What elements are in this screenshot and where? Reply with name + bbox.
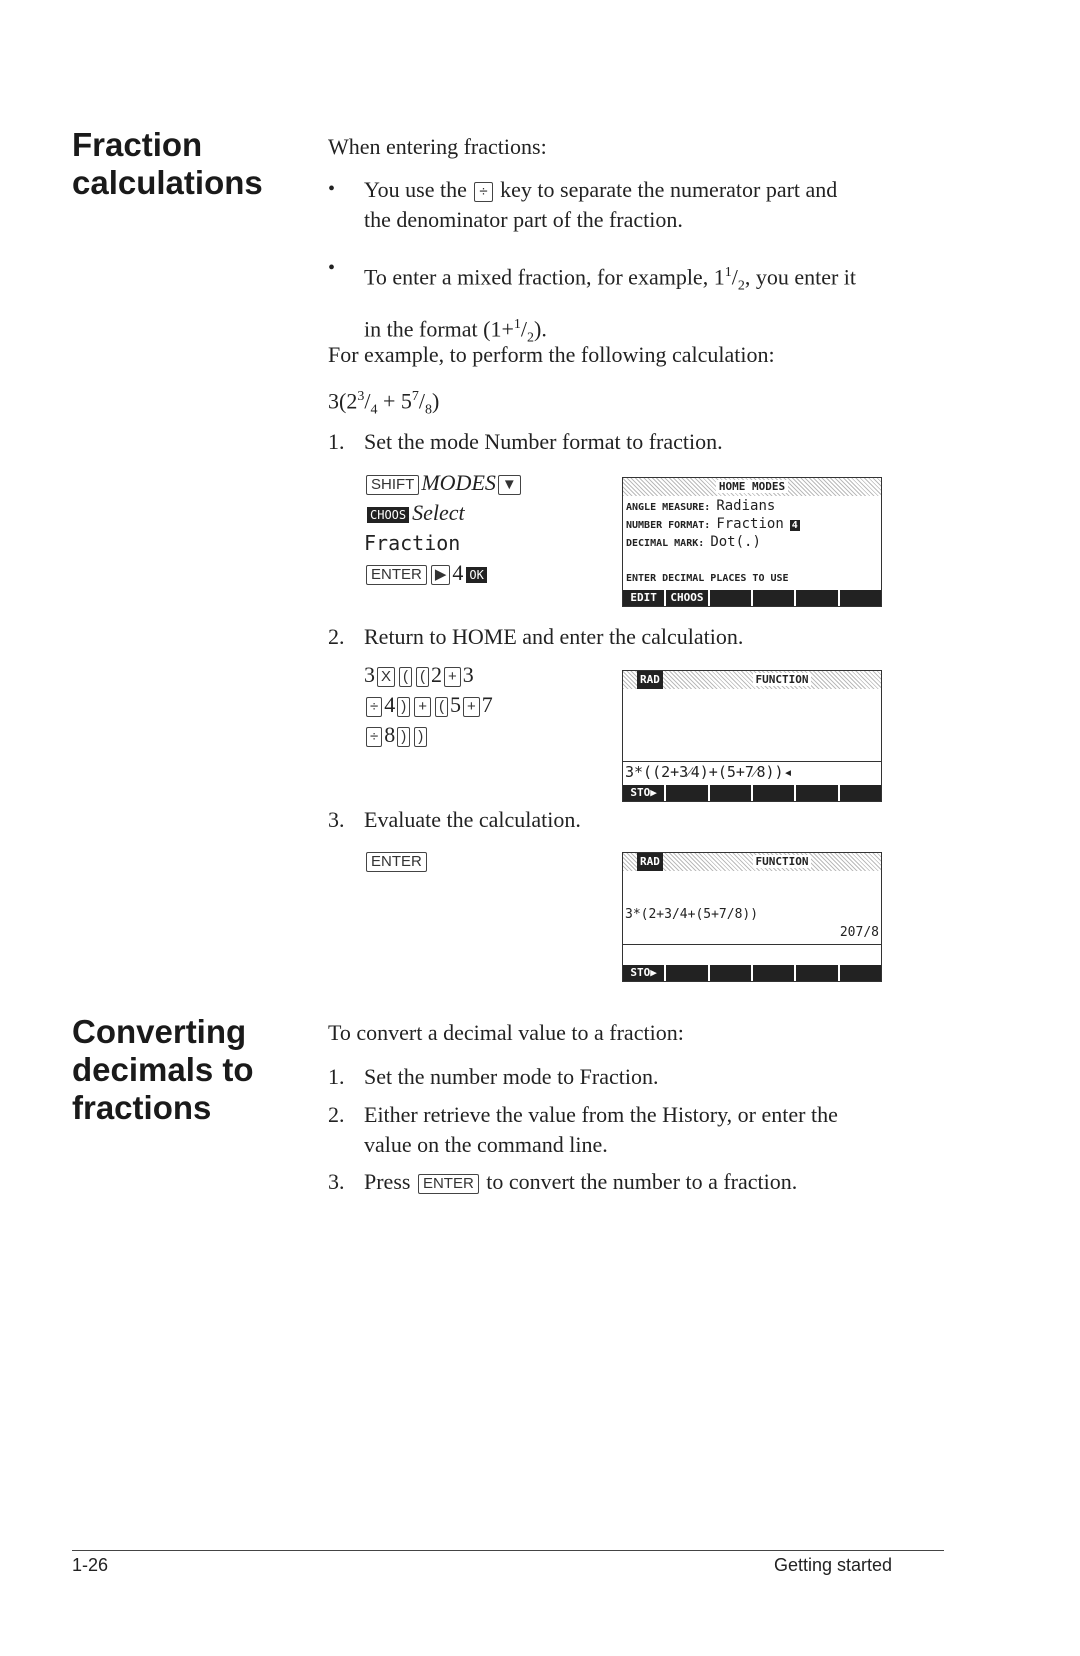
history-entry: 3*(2+3/4+(5+7/8)) <box>625 907 759 922</box>
history-result: 207/8 <box>839 925 879 940</box>
convert-step-3: Press ENTER to convert the number to a fraction. <box>364 1169 798 1194</box>
heading-line: decimals to <box>72 1051 254 1088</box>
screen-title: FUNCTION <box>753 855 812 868</box>
step-1-text: Set the mode Number format to fraction. <box>364 429 723 454</box>
step-1-keys: SHIFT MODES ▼ CHOOS Select Fraction ENTER ▶ 4 OK <box>364 468 594 588</box>
rad-badge: RAD <box>637 671 663 689</box>
step-2-text: Return to HOME and enter the calculation. <box>364 624 744 649</box>
screen-menu: EDIT CHOOS <box>623 590 881 606</box>
calculator-screen-result <box>622 852 882 982</box>
screen-title: FUNCTION <box>753 673 812 686</box>
chapter-title: Getting started <box>774 1555 893 1575</box>
calculator-screen-entry <box>622 670 882 802</box>
convert-step-1: Set the number mode to Fraction. <box>364 1064 659 1089</box>
shift-key: SHIFT <box>366 475 419 495</box>
bullet-marker: • <box>328 257 336 279</box>
bullet-marker: • <box>328 178 336 200</box>
enter-key: ENTER <box>418 1174 479 1194</box>
bullet-2: To enter a mixed fraction, for example, $1^1/_2$, you enter it in the format $(1+^1/_2)$. <box>364 264 857 346</box>
step-number: 3. <box>328 807 345 832</box>
example-expression: $3(2^3/_4 + 5^7/_8)$ <box>328 388 440 418</box>
convert-intro: To convert a decimal value to a fraction: <box>328 1020 684 1045</box>
page-number: 1-26 <box>72 1555 109 1575</box>
step-3-text: Evaluate the calculation. <box>364 807 581 832</box>
enter-key: ENTER <box>366 852 427 872</box>
heading-line: fractions <box>72 1089 212 1126</box>
screen-menu: STO▶ <box>623 785 881 801</box>
heading-line: Fraction <box>72 126 203 163</box>
down-arrow-key: ▼ <box>498 475 521 495</box>
choos-softkey: CHOOS <box>367 507 409 523</box>
step-number: 3. <box>328 1169 345 1194</box>
rad-badge: RAD <box>637 853 663 871</box>
heading-line: Converting <box>72 1013 247 1050</box>
step-number: 2. <box>328 624 345 649</box>
screen-title: HOME MODES <box>716 480 788 493</box>
intro-text: When entering fractions: <box>328 134 547 159</box>
step-3-keys <box>364 845 429 875</box>
screen-menu: STO▶ <box>623 965 881 981</box>
bullet-1: You use the ÷ key to separate the numerator part and the denominator part of the fraction. <box>364 177 838 232</box>
right-arrow-key: ▶ <box>431 565 451 585</box>
ok-softkey: OK <box>466 567 486 583</box>
section-heading-fraction <box>72 126 263 202</box>
section-heading-converting <box>72 1013 254 1127</box>
entry-line: 3*((2+3⁄4)+(5+7⁄8))◂ <box>625 763 793 781</box>
heading-line: calculations <box>72 164 263 201</box>
enter-key: ENTER <box>366 565 427 585</box>
step-number: 1. <box>328 1064 345 1089</box>
convert-step-2: Either retrieve the value from the History, or enter the value on the command line. <box>364 1102 838 1157</box>
example-intro: For example, to perform the following calculation: <box>328 342 775 367</box>
footer-divider <box>72 1550 944 1551</box>
modes-rows: ANGLE MEASURE: Radians NUMBER FORMAT: Fraction 4 DECIMAL MARK: Dot(.) <box>626 498 798 550</box>
divide-key: ÷ <box>474 182 492 202</box>
step-number: 1. <box>328 429 345 454</box>
step-2-keys: 3 X ( ( 2 + 3 ÷ 4 ) + ( 5 + 7 ÷ 8 ) ) <box>364 662 493 747</box>
calculator-screen-modes <box>622 477 882 607</box>
step-number: 2. <box>328 1102 345 1127</box>
screen-prompt: ENTER DECIMAL PLACES TO USE <box>626 573 789 584</box>
